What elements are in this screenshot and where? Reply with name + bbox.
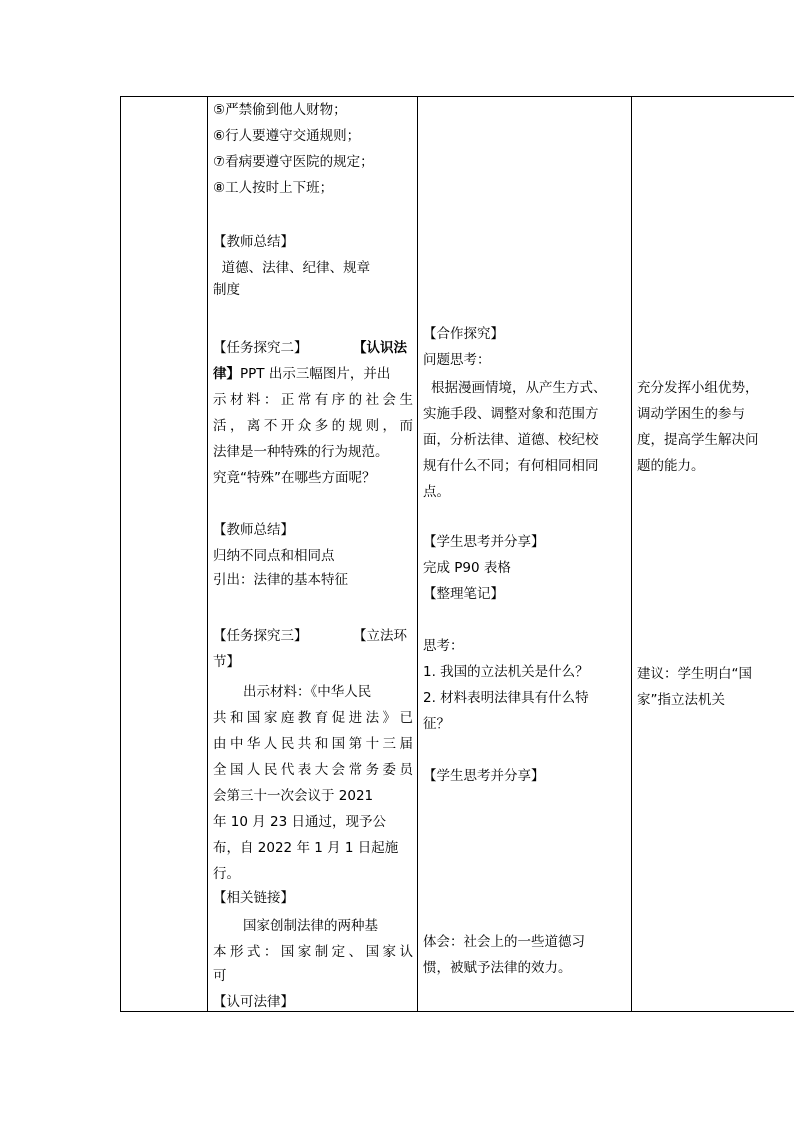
text-line: 制度 (213, 282, 240, 298)
section-heading (213, 335, 413, 361)
text-line: 惯，被赋予法律的效力。 (423, 960, 572, 976)
text-line: 由中华人民共和国第十三届 (213, 736, 413, 752)
stage-column-cell (121, 97, 207, 1011)
text-line: 思考： (423, 638, 464, 654)
text-line: 充分发挥小组优势， (637, 380, 759, 396)
text-line: 规有什么不同；有何相同相同 (423, 458, 599, 474)
text-line: 示材料：正常有序的社会生 (213, 392, 413, 408)
text-line: 究竟“特殊”在哪些方面呢？ (213, 470, 376, 486)
text-line: 出示材料：《中华人民 (243, 684, 372, 700)
text-line: 征？ (423, 716, 450, 732)
text-line: 活，离不开众多的规则，而 (213, 418, 413, 434)
text-line: ⑦看病要遵守医院的规定； (213, 154, 374, 170)
text-line: 1. 我国的立法机关是什么？ (423, 664, 589, 680)
text-line: 道德、法律、纪律、规章 (213, 260, 371, 276)
design-intent-cell (631, 97, 794, 1011)
text-line: 面，分析法律、道德、校纪校 (423, 432, 599, 448)
text-line: 调动学困生的参与 (637, 406, 745, 422)
text-line: ⑤严禁偷到他人财物； (213, 102, 347, 118)
task-title: 【任务探究三】 (213, 628, 308, 644)
text-line: 布，自 2022 年 1 月 1 日起施 (213, 840, 399, 856)
section-heading: 【认可法律】 (213, 994, 294, 1010)
text-line: 法律是一种特殊的行为规范。 (213, 444, 389, 460)
text-line: ⑧工人按时上下班； (213, 180, 334, 196)
text-line: 建议：学生明白“国 (637, 666, 752, 682)
section-heading: 【学生思考并分享】 (423, 534, 545, 550)
text-line: 体会：社会上的一些道德习 (423, 934, 585, 950)
task-topic: 【认识法 (353, 340, 407, 356)
text-line: 度，提高学生解决问 (637, 432, 759, 448)
text-line: 本形式：国家制定、国家认 (213, 944, 413, 960)
text-line: 根据漫画情境，从产生方式、 (431, 380, 607, 396)
text-line: 问题思考： (423, 352, 491, 368)
section-heading (213, 623, 413, 649)
section-heading: 【相关链接】 (213, 890, 294, 906)
text-line: ⑥行人要遵守交通规则； (213, 128, 361, 144)
section-heading: 【合作探究】 (423, 326, 504, 342)
text-line: 全国人民代表大会常务委员 (213, 762, 413, 778)
text-line: 共和国家庭教育促进法》已 (213, 710, 413, 726)
section-heading: 【教师总结】 (213, 234, 294, 250)
text-line (213, 361, 413, 387)
text-line: 引出：法律的基本特征 (213, 572, 348, 588)
text-line: 题的能力。 (637, 458, 705, 474)
text-line: 会第三十一次会议于 2021 (213, 788, 374, 804)
text-line: 家”指立法机关 (637, 692, 725, 708)
section-heading: 【整理笔记】 (423, 586, 504, 602)
section-heading: 【教师总结】 (213, 522, 294, 538)
task-topic: 律】 (213, 366, 240, 382)
teacher-activity-cell (207, 97, 417, 1011)
text-line: 年 10 月 23 日通过，现予公 (213, 814, 387, 830)
text-line: 行。 (213, 866, 240, 882)
text-line: 国家创制法律的两种基 (243, 918, 378, 934)
text-line: 可 (213, 968, 227, 984)
task-topic: 【立法环 (353, 628, 407, 644)
student-activity-cell (417, 97, 631, 1011)
text-line: PPT 出示三幅图片，并出 (240, 366, 391, 382)
text-line: 2. 材料表明法律具有什么特 (423, 690, 589, 706)
task-title: 【任务探究二】 (213, 340, 308, 356)
lesson-plan-table (120, 96, 794, 1012)
text-line: 节】 (213, 654, 240, 670)
text-line: 归纳不同点和相同点 (213, 548, 335, 564)
text-line: 点。 (423, 484, 450, 500)
text-line: 实施手段、调整对象和范围方 (423, 406, 599, 422)
text-line: 完成 P90 表格 (423, 560, 511, 576)
section-heading: 【学生思考并分享】 (423, 768, 545, 784)
